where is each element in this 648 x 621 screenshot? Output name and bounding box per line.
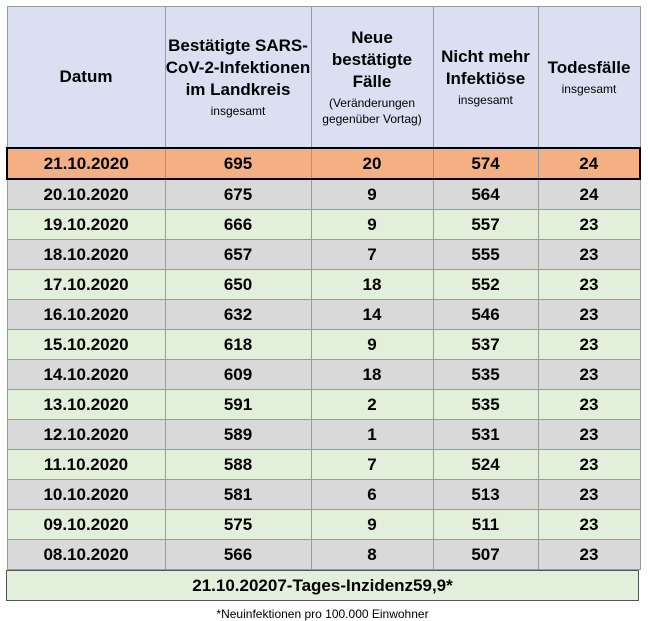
cell-todesfaelle: 24 bbox=[538, 148, 640, 179]
cell-neue-faelle: 8 bbox=[311, 540, 433, 570]
header-infektionen-title: Bestätigte SARS-CoV-2-Infektionen im Landkreis bbox=[165, 36, 311, 99]
cell-nicht-mehr-infektioese: 507 bbox=[433, 540, 538, 570]
header-neue-faelle bbox=[311, 7, 433, 149]
cell-todesfaelle: 23 bbox=[538, 540, 640, 570]
cell-datum: 15.10.2020 bbox=[7, 330, 165, 360]
cell-datum: 13.10.2020 bbox=[7, 390, 165, 420]
header-infektionen-sub: insgesamt bbox=[210, 104, 266, 118]
table-row bbox=[7, 179, 640, 210]
cell-neue-faelle: 9 bbox=[311, 179, 433, 210]
cell-neue-faelle: 1 bbox=[311, 420, 433, 450]
cell-nicht-mehr-infektioese: 546 bbox=[433, 300, 538, 330]
table-body bbox=[7, 148, 640, 570]
table-row bbox=[7, 510, 640, 540]
cell-nicht-mehr-infektioese: 531 bbox=[433, 420, 538, 450]
covid-statistics-table-container bbox=[6, 6, 639, 621]
cell-nicht-mehr-infektioese: 513 bbox=[433, 480, 538, 510]
table-row bbox=[7, 270, 640, 300]
cell-nicht-mehr-infektioese: 537 bbox=[433, 330, 538, 360]
cell-infektionen: 632 bbox=[165, 300, 311, 330]
header-datum bbox=[7, 7, 165, 149]
table-row bbox=[7, 390, 640, 420]
cell-infektionen: 675 bbox=[165, 179, 311, 210]
cell-todesfaelle: 23 bbox=[538, 420, 640, 450]
cell-neue-faelle: 2 bbox=[311, 390, 433, 420]
header-todesfaelle-title: Todesfälle bbox=[547, 58, 631, 77]
table-row bbox=[7, 480, 640, 510]
cell-datum: 10.10.2020 bbox=[7, 480, 165, 510]
cell-infektionen: 666 bbox=[165, 210, 311, 240]
incidence-summary bbox=[6, 570, 639, 601]
footnote: *Neuinfektionen pro 100.000 Einwohner bbox=[216, 607, 429, 621]
cell-nicht-mehr-infektioese: 535 bbox=[433, 390, 538, 420]
header-datum-title: Datum bbox=[59, 67, 113, 86]
cell-neue-faelle: 18 bbox=[311, 270, 433, 300]
header-neue-faelle-title: Neue bestätigte Fälle bbox=[331, 28, 413, 91]
cell-todesfaelle: 23 bbox=[538, 240, 640, 270]
cell-neue-faelle: 7 bbox=[311, 450, 433, 480]
cell-datum: 12.10.2020 bbox=[7, 420, 165, 450]
header-todesfaelle-sub: insgesamt bbox=[561, 82, 617, 96]
incidence-date: 21.10.2020 bbox=[192, 575, 278, 595]
cell-todesfaelle: 23 bbox=[538, 300, 640, 330]
cell-neue-faelle: 9 bbox=[311, 330, 433, 360]
table-row bbox=[7, 240, 640, 270]
table-row bbox=[7, 360, 640, 390]
cell-todesfaelle: 23 bbox=[538, 450, 640, 480]
header-todesfaelle bbox=[538, 7, 640, 149]
cell-infektionen: 650 bbox=[165, 270, 311, 300]
cell-neue-faelle: 9 bbox=[311, 210, 433, 240]
cell-todesfaelle: 23 bbox=[538, 270, 640, 300]
cell-neue-faelle: 14 bbox=[311, 300, 433, 330]
cell-neue-faelle: 6 bbox=[311, 480, 433, 510]
header-nicht-mehr-infektioese-sub: insgesamt bbox=[458, 93, 513, 107]
cell-todesfaelle: 23 bbox=[538, 390, 640, 420]
header-nicht-mehr-infektioese-title: Nicht mehr Infektiöse bbox=[441, 47, 530, 88]
cell-nicht-mehr-infektioese: 535 bbox=[433, 360, 538, 390]
table-row bbox=[7, 540, 640, 570]
cell-datum: 11.10.2020 bbox=[7, 450, 165, 480]
header-infektionen bbox=[165, 7, 311, 149]
table-row bbox=[7, 450, 640, 480]
cell-datum: 14.10.2020 bbox=[7, 360, 165, 390]
table-row bbox=[7, 210, 640, 240]
cell-datum: 20.10.2020 bbox=[7, 179, 165, 210]
cell-neue-faelle: 9 bbox=[311, 510, 433, 540]
cell-datum: 19.10.2020 bbox=[7, 210, 165, 240]
covid-statistics-table bbox=[6, 6, 641, 570]
cell-nicht-mehr-infektioese: 524 bbox=[433, 450, 538, 480]
cell-infektionen: 695 bbox=[165, 148, 311, 179]
cell-neue-faelle: 18 bbox=[311, 360, 433, 390]
cell-todesfaelle: 24 bbox=[538, 179, 640, 210]
cell-infektionen: 618 bbox=[165, 330, 311, 360]
cell-infektionen: 566 bbox=[165, 540, 311, 570]
cell-todesfaelle: 23 bbox=[538, 510, 640, 540]
cell-nicht-mehr-infektioese: 511 bbox=[433, 510, 538, 540]
cell-infektionen: 581 bbox=[165, 480, 311, 510]
cell-datum: 17.10.2020 bbox=[7, 270, 165, 300]
cell-neue-faelle: 7 bbox=[311, 240, 433, 270]
table-row bbox=[7, 148, 640, 179]
cell-datum: 08.10.2020 bbox=[7, 540, 165, 570]
cell-todesfaelle: 23 bbox=[538, 480, 640, 510]
cell-infektionen: 589 bbox=[165, 420, 311, 450]
cell-nicht-mehr-infektioese: 555 bbox=[433, 240, 538, 270]
header-nicht-mehr-infektioese bbox=[433, 7, 538, 149]
cell-infektionen: 609 bbox=[165, 360, 311, 390]
cell-nicht-mehr-infektioese: 574 bbox=[433, 148, 538, 179]
incidence-label: 7-Tages-Inzidenz bbox=[277, 575, 414, 595]
cell-datum: 16.10.2020 bbox=[7, 300, 165, 330]
table-row bbox=[7, 420, 640, 450]
table-row bbox=[7, 300, 640, 330]
cell-datum: 21.10.2020 bbox=[7, 148, 165, 179]
cell-neue-faelle: 20 bbox=[311, 148, 433, 179]
cell-infektionen: 575 bbox=[165, 510, 311, 540]
cell-todesfaelle: 23 bbox=[538, 360, 640, 390]
table-row bbox=[7, 330, 640, 360]
cell-infektionen: 657 bbox=[165, 240, 311, 270]
cell-infektionen: 588 bbox=[165, 450, 311, 480]
incidence-value: 59,9* bbox=[413, 575, 453, 595]
cell-nicht-mehr-infektioese: 552 bbox=[433, 270, 538, 300]
cell-nicht-mehr-infektioese: 557 bbox=[433, 210, 538, 240]
cell-nicht-mehr-infektioese: 564 bbox=[433, 179, 538, 210]
cell-infektionen: 591 bbox=[165, 390, 311, 420]
cell-todesfaelle: 23 bbox=[538, 210, 640, 240]
table-header-row bbox=[7, 7, 640, 149]
cell-datum: 18.10.2020 bbox=[7, 240, 165, 270]
cell-datum: 09.10.2020 bbox=[7, 510, 165, 540]
header-neue-faelle-sub: (Veränderungen gegenüber Vortag) bbox=[322, 96, 422, 126]
cell-todesfaelle: 23 bbox=[538, 330, 640, 360]
